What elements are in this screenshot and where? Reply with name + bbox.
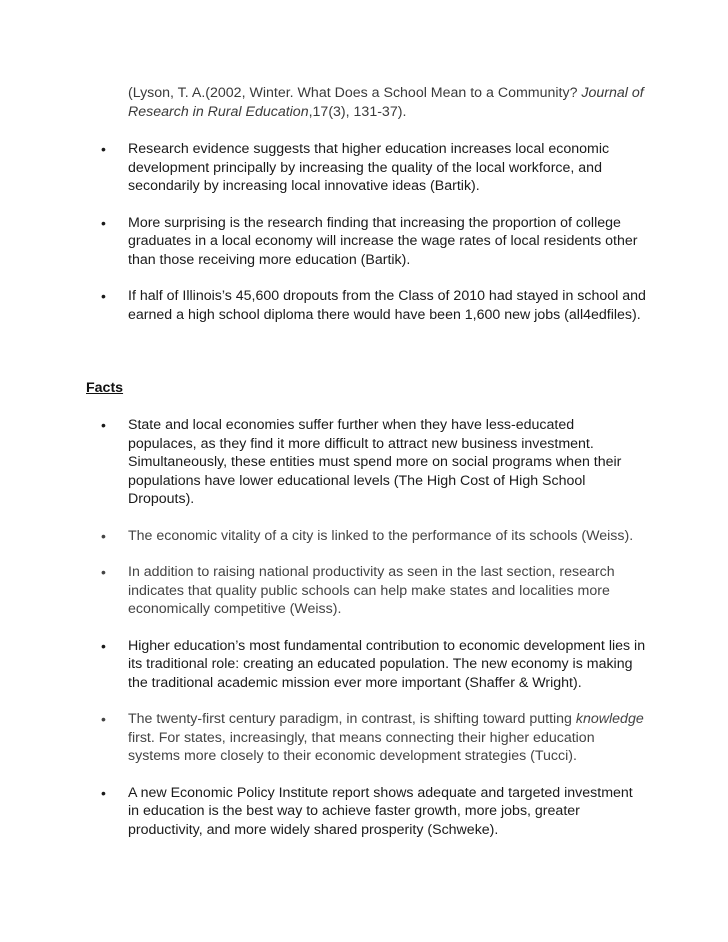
citation-paragraph xyxy=(128,84,668,121)
bullet-text-start: The twenty-first century paradigm, in contrast, is shifting toward putting xyxy=(128,711,576,727)
bullet-text: In addition to raising national productivity as seen in the last section, research indicates that quality public schools can help make states and localities more economically competitive (Weiss). xyxy=(128,564,615,617)
citation-journal: Journal of Research in Rural Education xyxy=(128,85,644,120)
bullet-dot: • xyxy=(101,417,106,433)
bullet-dot: • xyxy=(101,564,106,580)
list-item xyxy=(0,710,646,766)
facts-bullet-list xyxy=(0,416,728,839)
list-item xyxy=(0,214,646,270)
bullet-emphasis: knowledge xyxy=(575,711,644,727)
bullet-dot: • xyxy=(101,288,106,304)
list-item xyxy=(0,637,646,693)
list-item xyxy=(0,527,646,546)
bullet-dot: • xyxy=(101,637,106,654)
list-item xyxy=(0,287,646,324)
bullet-text: Research evidence suggests that higher education increases local economic development principally by increasing the quality of the local workforce, and secondarily by increasing local innovative ideas (Bartik). xyxy=(128,141,610,194)
bullet-text: If half of Illinois’s 45,600 dropouts from the Class of 2010 had stayed in school and earned a high school diploma there would have been 1,600 new jobs (all4edfiles). xyxy=(128,288,646,323)
citation-text-start: (Lyson, T. A.(2002, Winter. What Does a School Mean to a Community? xyxy=(128,85,582,101)
bullet-dot: • xyxy=(101,527,106,544)
bullet-text-end: first. For states, increasingly, that means connecting their higher education systems more closely to their economic development strategies (Tucci). xyxy=(128,729,595,764)
bullet-text: Higher education’s most fundamental contribution to economic development lies in its traditional role: creating an educated population. The new economy is making the traditional academic mission ever more important (Shaffer & Wright). xyxy=(128,637,646,691)
list-item xyxy=(0,784,646,840)
bullet-dot: • xyxy=(101,141,106,157)
citation-text-end: ,17(3), 131-37). xyxy=(308,103,407,120)
bullet-dot: • xyxy=(101,214,106,231)
list-item xyxy=(0,140,646,196)
bullet-dot: • xyxy=(101,784,106,801)
bullet-dot: • xyxy=(101,711,106,727)
facts-heading: Facts xyxy=(86,380,124,396)
bullet-text: State and local economies suffer further when they have less-educated populaces, as they find it more difficult to attract new business investment. Simultaneously, these entities must spend more on social programs when their populations have lower educational levels (The High Cost of High School Dropouts). xyxy=(128,417,622,507)
bullet-text: A new Economic Policy Institute report shows adequate and targeted investment in education is the best way to achieve faster growth, more jobs, greater productivity, and more widely shared prosperity (Schweke). xyxy=(128,784,633,838)
bullet-text: The economic vitality of a city is linked to the performance of its schools (Weiss). xyxy=(128,527,634,544)
list-item xyxy=(0,416,646,509)
bullet-text: More surprising is the research finding that increasing the proportion of college graduates in a local economy will increase the wage rates of local residents other than those receiving more education (Bartik). xyxy=(128,214,638,268)
list-item xyxy=(0,563,646,619)
top-bullet-list xyxy=(0,140,728,324)
